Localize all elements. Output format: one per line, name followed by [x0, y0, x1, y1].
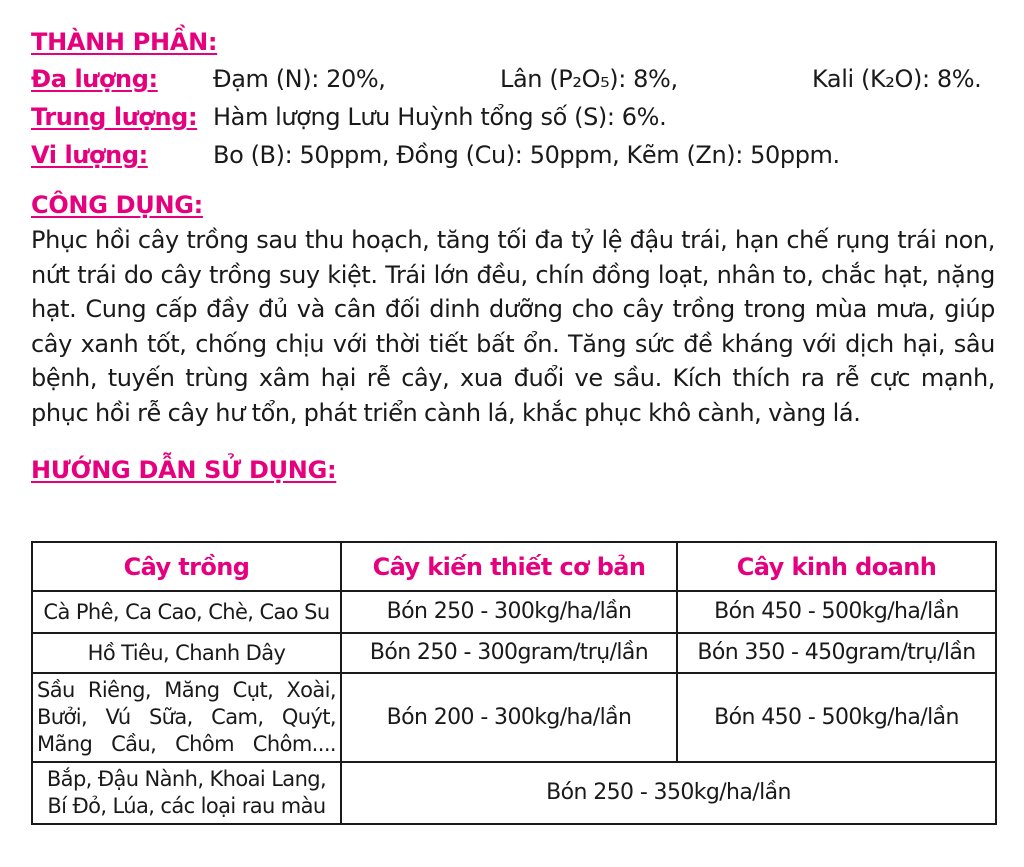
macro-label: Đa lượng:	[31, 65, 158, 93]
usage-table	[31, 541, 997, 825]
business-dose-cell: Bón 350 - 450gram/trụ/lần	[677, 633, 996, 673]
crop-line: Mãng Cầu, Chôm Chôm....	[37, 732, 336, 756]
secondary-label: Trung lượng:	[31, 103, 198, 131]
crop-line: Bắp, Đậu Nành, Khoai Lang,	[46, 767, 327, 791]
basic-dose-cell: Bón 250 - 300gram/trụ/lần	[341, 633, 677, 673]
usage-heading: HƯỚNG DẪN SỬ DỤNG:	[31, 456, 337, 484]
crop-cell	[32, 762, 341, 824]
crop-line: Bí Đỏ, Lúa, các loại rau màu	[47, 794, 326, 818]
crop-cell: Cà Phê, Ca Cao, Chè, Cao Su	[32, 591, 341, 633]
table-row	[32, 673, 996, 762]
phosphorus-value: Lân (P₂O₅): 8%,	[500, 65, 678, 93]
basic-dose-cell: Bón 250 - 300kg/ha/lần	[341, 591, 677, 633]
business-dose-cell: Bón 450 - 500kg/ha/lần	[677, 591, 996, 633]
micro-label: Vi lượng:	[31, 141, 148, 169]
column-header-crop: Cây trồng	[32, 542, 341, 591]
crop-cell: Hồ Tiêu, Chanh Dây	[32, 633, 341, 673]
table-row	[32, 591, 996, 633]
composition-heading: THÀNH PHẦN:	[31, 28, 218, 56]
potassium-value: Kali (K₂O): 8%.	[812, 65, 982, 93]
secondary-value: Hàm lượng Lưu Huỳnh tổng số (S): 6%.	[213, 103, 667, 131]
column-header-business: Cây kinh doanh	[677, 542, 996, 591]
table-row	[32, 633, 996, 673]
crop-line: Bưởi, Vú Sữa, Cam, Quýt,	[37, 705, 336, 729]
uses-paragraph: Phục hồi cây trồng sau thu hoạch, tăng tối đa tỷ lệ đậu trái, hạn chế rụng trái non, nứt trái do cây trồng suy kiệt. Trái lớn đều, chín đồng loạt, nhân to, chắc hạt, nặng hạt. Cung cấp đầy đủ và cân đối dinh dưỡng cho cây trồng trong mùa mưa, giúp cây xanh tốt, chống chịu với thời tiết bất ổn. Tăng sức đề kháng với dịch hại, sâu bệnh, tuyến trùng xâm hại rễ cây, xua đuổi ve sầu. Kích thích ra rễ cực mạnh, phục hồi rễ cây hư tổn, phát triển cành lá, khắc phục khô cành, vàng lá.	[31, 226, 995, 427]
uses-heading: CÔNG DỤNG:	[31, 191, 203, 219]
micro-nutrients-row	[31, 136, 995, 174]
basic-dose-cell: Bón 200 - 300kg/ha/lần	[341, 673, 677, 762]
secondary-nutrients-row	[31, 98, 995, 136]
merged-dose-cell: Bón 250 - 350kg/ha/lần	[341, 762, 996, 824]
crop-line: Sầu Riêng, Măng Cụt, Xoài,	[37, 678, 336, 702]
column-header-basic: Cây kiến thiết cơ bản	[341, 542, 677, 591]
table-header-row	[32, 542, 996, 591]
macro-nutrients-row	[31, 60, 995, 98]
business-dose-cell: Bón 450 - 500kg/ha/lần	[677, 673, 996, 762]
micro-value: Bo (B): 50ppm, Đồng (Cu): 50ppm, Kẽm (Zn): 50ppm.	[213, 141, 840, 169]
crop-cell	[32, 673, 341, 762]
nitrogen-value: Đạm (N): 20%,	[213, 65, 386, 93]
table-row	[32, 762, 996, 824]
product-label	[31, 24, 995, 488]
